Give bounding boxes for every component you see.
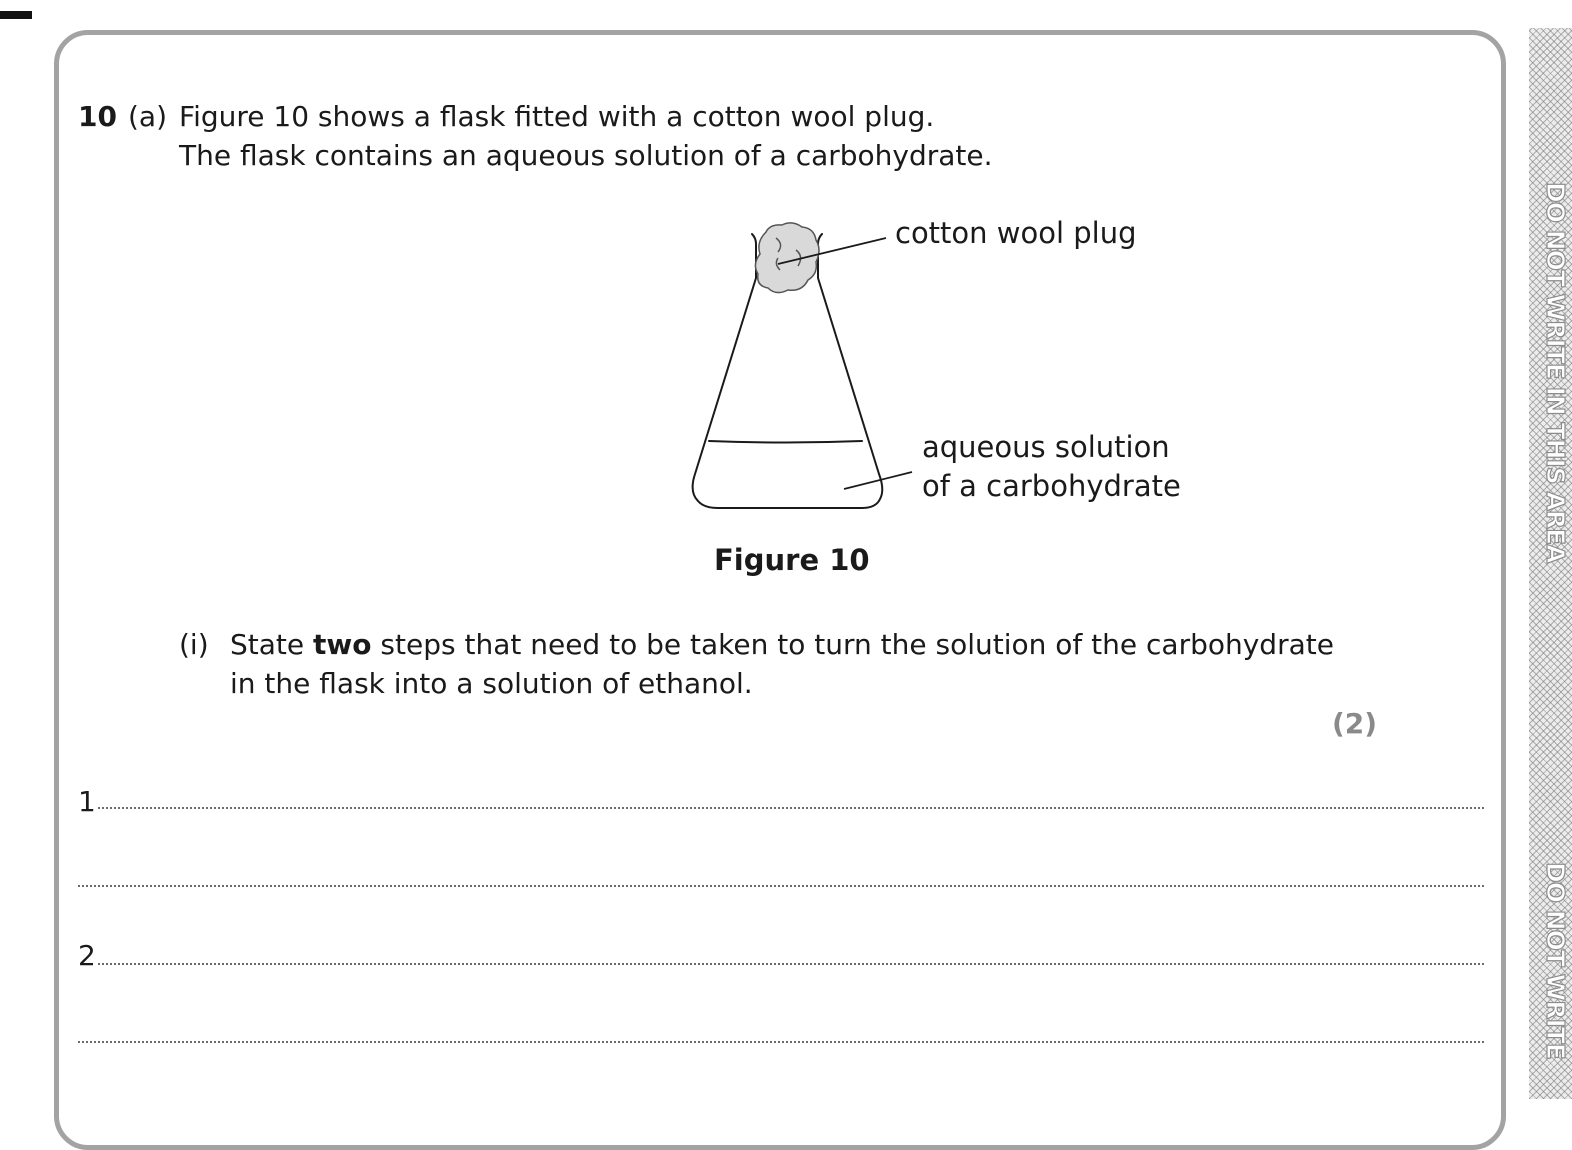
answer-line[interactable] bbox=[98, 963, 1484, 965]
margin-warning-text: DO NOT WRITE IN THIS AREA bbox=[1541, 182, 1570, 563]
question-number: 10 bbox=[78, 100, 117, 133]
subquestion-text-after: steps that need to be taken to turn the solution of the carbohydrate bbox=[371, 628, 1334, 661]
label-cotton-wool-plug: cotton wool plug bbox=[895, 216, 1137, 250]
answer-line[interactable] bbox=[78, 885, 1484, 887]
label-aqueous-solution-line1: aqueous solution bbox=[922, 430, 1170, 464]
conical-flask-diagram bbox=[680, 210, 930, 520]
subquestion-number: (i) bbox=[179, 628, 209, 661]
answer-number-2: 2 bbox=[78, 939, 96, 972]
question-part: (a) bbox=[128, 100, 168, 133]
subquestion-line1 bbox=[230, 625, 1334, 664]
marks-allocation: (2) bbox=[1332, 707, 1378, 740]
answer-line[interactable] bbox=[78, 1041, 1484, 1043]
subquestion-emphasis: two bbox=[313, 628, 372, 661]
question-intro-line2: The flask contains an aqueous solution of a carbohydrate. bbox=[179, 139, 993, 172]
subquestion-text-before: State bbox=[230, 628, 314, 661]
figure-caption: Figure 10 bbox=[714, 543, 870, 577]
answer-line[interactable] bbox=[98, 807, 1484, 809]
margin-warning-text-lower: DO NOT WRITE bbox=[1541, 862, 1570, 1059]
answer-number-1: 1 bbox=[78, 785, 96, 818]
label-aqueous-solution-line2: of a carbohydrate bbox=[922, 469, 1181, 503]
question-intro-line1: Figure 10 shows a flask fitted with a cotton wool plug. bbox=[179, 100, 935, 133]
page-corner-mark bbox=[0, 11, 32, 19]
liquid-surface bbox=[709, 441, 862, 443]
question-frame bbox=[54, 30, 1506, 1150]
subquestion-line2: in the flask into a solution of ethanol. bbox=[230, 667, 753, 700]
solution-label-line bbox=[844, 472, 912, 489]
cotton-wool-plug bbox=[755, 223, 819, 293]
